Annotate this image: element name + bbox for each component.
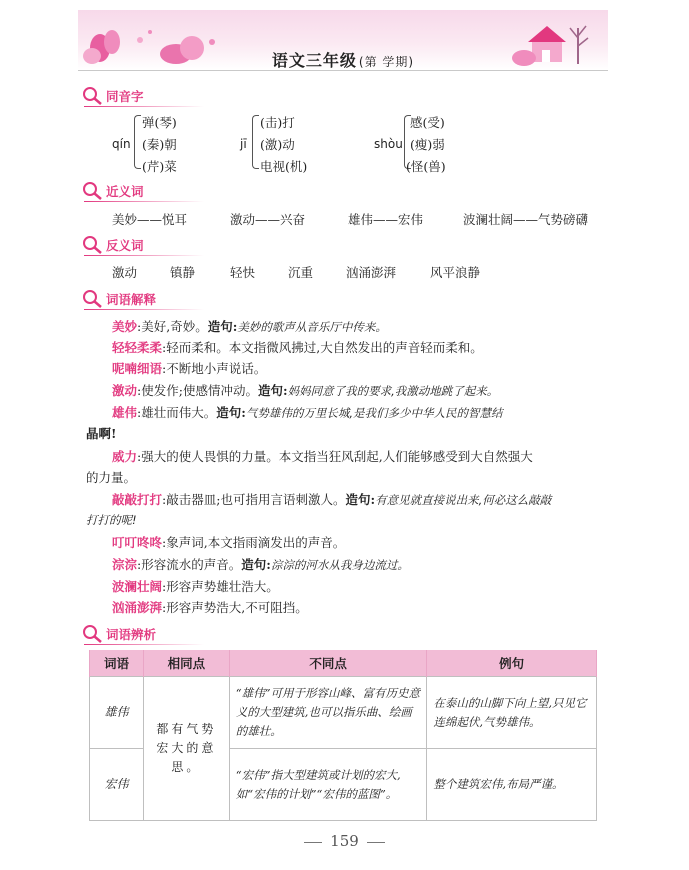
column-header: 不同点 (229, 650, 427, 677)
page-number (0, 832, 689, 850)
definition: :使发作;使感情冲动。 (137, 383, 258, 398)
homophone-item: 感(受) (410, 115, 445, 130)
flower-decoration-icon (80, 18, 240, 70)
definition: :雄壮而伟大。 (137, 405, 217, 420)
pinyin-shou: shòu (374, 137, 403, 151)
pinyin-qin: qín (112, 137, 131, 151)
homophone-item: (激)动 (260, 137, 295, 152)
term: 淙淙 (112, 557, 138, 572)
definition: :形容声势浩大,不可阻挡。 (162, 600, 308, 615)
homophone-item: 弹(琴) (142, 115, 177, 130)
house-decoration-icon (510, 14, 600, 70)
homophone-item: (瘦)弱 (410, 137, 445, 152)
section-underline (84, 309, 204, 310)
column-header: 例句 (427, 650, 597, 677)
magnifier-icon (82, 235, 104, 255)
section-analysis (82, 624, 156, 644)
term: 波澜壮阔 (112, 579, 163, 594)
section-title: 近义词 (106, 184, 144, 199)
word-cell: 宏伟 (90, 749, 144, 821)
definition: :象声词,本文指雨滴发出的声音。 (162, 535, 346, 550)
column-header: 词语 (90, 650, 144, 677)
difference-cell: “宏伟”指大型建筑或计划的宏大,如“宏伟的计划”“宏伟的蓝图”。 (229, 749, 427, 821)
pinyin-ji: jī (240, 137, 247, 151)
section-homophones (82, 86, 144, 106)
section-title: 反义词 (106, 238, 144, 253)
explanation-xiongyongpengpai (112, 597, 610, 618)
definition: :形容流水的声音。 (137, 557, 242, 572)
sentence-label: 造句: (241, 557, 271, 572)
example-cell: 在泰山的山脚下向上望,只见它连绵起伏,气势雄伟。 (427, 677, 597, 749)
term: 美妙 (112, 319, 138, 334)
antonym-word: 激动 (112, 265, 138, 280)
section-title: 同音字 (106, 89, 144, 104)
sentence-label: 造句: (257, 383, 288, 398)
explanation-meimiao (112, 316, 610, 338)
continuation: 的力量。 (86, 470, 137, 485)
similarity-cell: 都有气势宏大的意思。 (143, 677, 229, 821)
table-header-row (90, 650, 597, 677)
definition: :美好,奇妙。 (137, 319, 208, 334)
section-underline (84, 201, 204, 202)
term: 呢喃细语 (112, 361, 163, 376)
homophone-item: (怪(兽) (406, 159, 446, 174)
antonym-word: 沉重 (288, 265, 314, 280)
synonym-pair: 美妙——悦耳 (112, 212, 188, 227)
antonym-word: 汹涌澎湃 (346, 265, 397, 280)
header-divider (78, 70, 608, 71)
example-cell: 整个建筑宏伟,布局严谨。 (427, 749, 597, 821)
term: 雄伟 (112, 405, 138, 420)
section-title: 词语解释 (106, 292, 157, 307)
term: 威力 (112, 449, 138, 464)
antonym-word: 轻快 (230, 265, 256, 280)
example-sentence: 妈妈同意了我的要求,我激动地跳了起来。 (287, 384, 499, 398)
explanation-ninanxiyu (112, 358, 610, 379)
synonym-pair: 波澜壮阔——气势磅礴 (463, 212, 589, 227)
word-cell: 雄伟 (90, 677, 144, 749)
sentence-label: 造句: (216, 405, 246, 420)
synonym-pair: 激动——兴奋 (230, 212, 306, 227)
sentence-label: 造句: (207, 319, 238, 334)
semester-label: (第 学期) (358, 55, 415, 69)
section-underline (84, 106, 204, 107)
homophone-item: (芹)菜 (142, 159, 177, 174)
sentence-label: 造句: (345, 492, 376, 507)
explanation-congcong (112, 554, 610, 576)
explanation-jidong (112, 380, 610, 402)
brace (252, 115, 259, 169)
antonym-word: 风平浪静 (430, 265, 481, 280)
term: 轻轻柔柔 (112, 340, 163, 355)
explanation-xiongwei (112, 402, 610, 424)
dash (304, 842, 322, 843)
magnifier-icon (82, 181, 104, 201)
example-sentence: 有意见就直接说出来,何必这么敲敲 (375, 493, 552, 507)
section-antonyms (82, 235, 144, 255)
example-sentence: 气势雄伟的万里长城,是我们多少中华人民的智慧结 (245, 406, 503, 420)
definition: :敲击器皿;也可指用言语刺激人。 (162, 492, 346, 507)
dash (367, 842, 385, 843)
explanation-qiaoqiaodada (112, 489, 610, 511)
homophone-item: (击)打 (260, 115, 295, 130)
term: 汹涌澎湃 (112, 600, 163, 615)
homophone-item: (秦)朝 (142, 137, 177, 152)
section-explanations (82, 289, 156, 309)
explanation-weili (112, 446, 610, 467)
magnifier-icon (82, 86, 104, 106)
continuation: 打打的呢! (86, 513, 137, 527)
section-synonyms (82, 181, 144, 201)
term: 叮叮咚咚 (112, 535, 163, 550)
definition: :形容声势雄壮浩大。 (162, 579, 279, 594)
term: 敲敲打打 (112, 492, 163, 507)
synonym-pair: 雄伟——宏伟 (348, 212, 424, 227)
definition: :不断地小声说话。 (162, 361, 267, 376)
term: 激动 (112, 383, 138, 398)
homophone-item: 电视(机) (260, 159, 308, 174)
brace (134, 115, 141, 169)
continuation: 晶啊! (86, 426, 117, 441)
definition: :轻而柔和。本文指微风拂过,大自然发出的声音轻而柔和。 (162, 340, 483, 355)
example-sentence: 淙淙的河水从我身边流过。 (270, 558, 409, 572)
section-underline (84, 255, 204, 256)
magnifier-icon (82, 289, 104, 309)
word-analysis-table (89, 650, 597, 821)
section-title: 词语辨析 (106, 627, 157, 642)
book-title: 语文三年级 (271, 51, 357, 70)
explanation-bolanzhuangkuo (112, 576, 610, 597)
explanation-dingdingdongdong (112, 532, 610, 553)
column-header: 相同点 (143, 650, 229, 677)
definition: :强大的使人畏惧的力量。本文指当狂风刮起,人们能够感受到大自然强大 (137, 449, 533, 464)
explanation-qingqingrourou (112, 337, 610, 358)
table-row (90, 677, 597, 749)
antonym-word: 镇静 (170, 265, 196, 280)
magnifier-icon (82, 624, 104, 644)
difference-cell: “雄伟”可用于形容山峰、富有历史意义的大型建筑,也可以指乐曲、绘画的雄壮。 (229, 677, 427, 749)
example-sentence: 美妙的歌声从音乐厅中传来。 (237, 320, 387, 334)
page-number-value: 159 (330, 832, 359, 850)
section-underline (84, 644, 204, 645)
